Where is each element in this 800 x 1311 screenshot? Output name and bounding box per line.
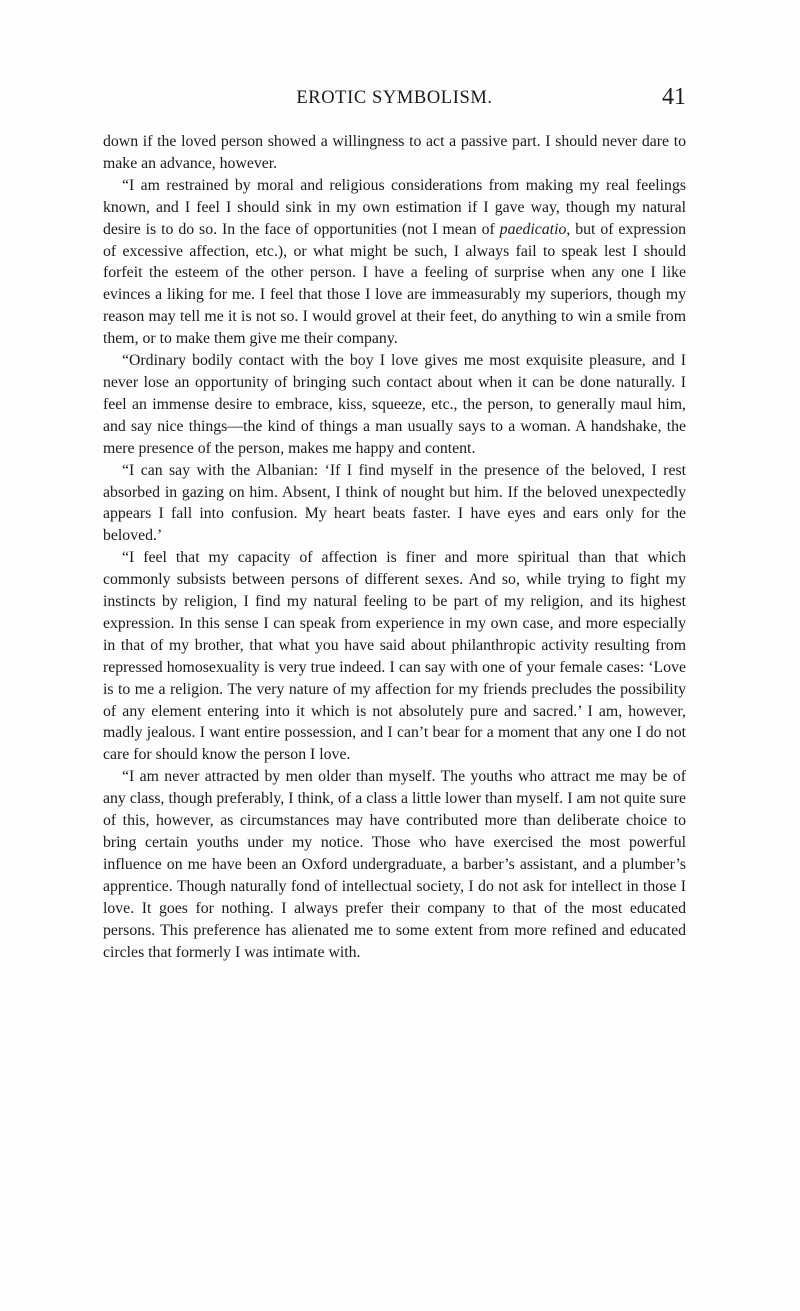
paragraph-text: “I can say with the Albanian: ‘If I find myself in the presence of the beloved, I rest absorbed in gazing on him. Absent, I think of nought but him. If the beloved unexpectedly appears I fall into confusion. My heart beats faster. I have eyes and ears only for the beloved.’ (103, 461, 686, 545)
paragraph (103, 460, 686, 548)
paragraph (103, 547, 686, 766)
page-number: 41 (662, 84, 686, 110)
paragraph (103, 131, 686, 175)
paragraph (103, 350, 686, 460)
paragraph-text: “Ordinary bodily contact with the boy I love gives me most exquisite pleasure, and I never lose an opportunity of bringing such contact about when it can be done naturally. I feel an immense desire to embrace, kiss, squeeze, etc., the person, to generally maul him, and say nice things—the kind of things a man usually says to a woman. A handshake, the mere presence of the person, makes me happy and content. (103, 352, 686, 457)
paragraph (103, 766, 686, 963)
running-head: EROTIC SYMBOLISM. (296, 88, 493, 108)
paragraph-text: “I am restrained by moral and religious considerations from making my real feelings known, and I feel I should sink in my own estimation if I gave way, though my natural desire is to do so. In the face of opportunities (not I mean of (103, 176, 686, 238)
italic-term: paedicatio (499, 220, 567, 238)
page-header (103, 84, 686, 114)
paragraph-text: down if the loved person showed a willingness to act a passive part. I should never dare to make an advance, however. (103, 133, 686, 172)
paragraph-text: “I feel that my capacity of affection is finer and more spiritual than that which commonly subsists between persons of different sexes. And so, while trying to fight my instincts by religion, I find my natural feeling to be part of my religion, and its highest expression. In this sense I can speak from experience in my own case, and more especially in that of my brother, that what you have said about philanthropic activity resulting from repressed homosexuality is very true indeed. I can say with one of your female cases: ‘Love is to me a religion. The very nature of my affection for my friends precludes the possibility of any element entering into it which is not absolutely pure and sacred.’ I am, however, madly jealous. I want entire possession, and I can’t bear for a moment that any one I do not care for should know the person I love. (103, 549, 686, 764)
paragraph-text: “I am never attracted by men older than myself. The youths who attract me may be of any class, though preferably, I think, of a class a little lower than myself. I am not quite sure of this, however, as circumstances may have contributed more than deliberate choice to bring certain youths under my notice. Those who have exercised the most powerful influence on me have been an Oxford undergraduate, a barber’s assistant, and a plumber’s apprentice. Though naturally fond of intellectual society, I do not ask for intellect in those I love. It goes for nothing. I always prefer their company to that of the most educated persons. This preference has alienated me to some extent from more refined and educated circles that formerly I was intimate with. (103, 768, 686, 961)
body-text (103, 131, 686, 963)
paragraph (103, 175, 686, 350)
paragraph-text: , but of expression of excessive affection, etc.), or what might be such, I always fail to speak lest I should forfeit the esteem of the other person. I have a feeling of surprise when any one I like evinces a liking for me. I feel that those I love are immeasurably my superiors, though my reason may tell me it is not so. I would grovel at their feet, do anything to win a smile from them, or to make them give me their company. (103, 220, 686, 348)
